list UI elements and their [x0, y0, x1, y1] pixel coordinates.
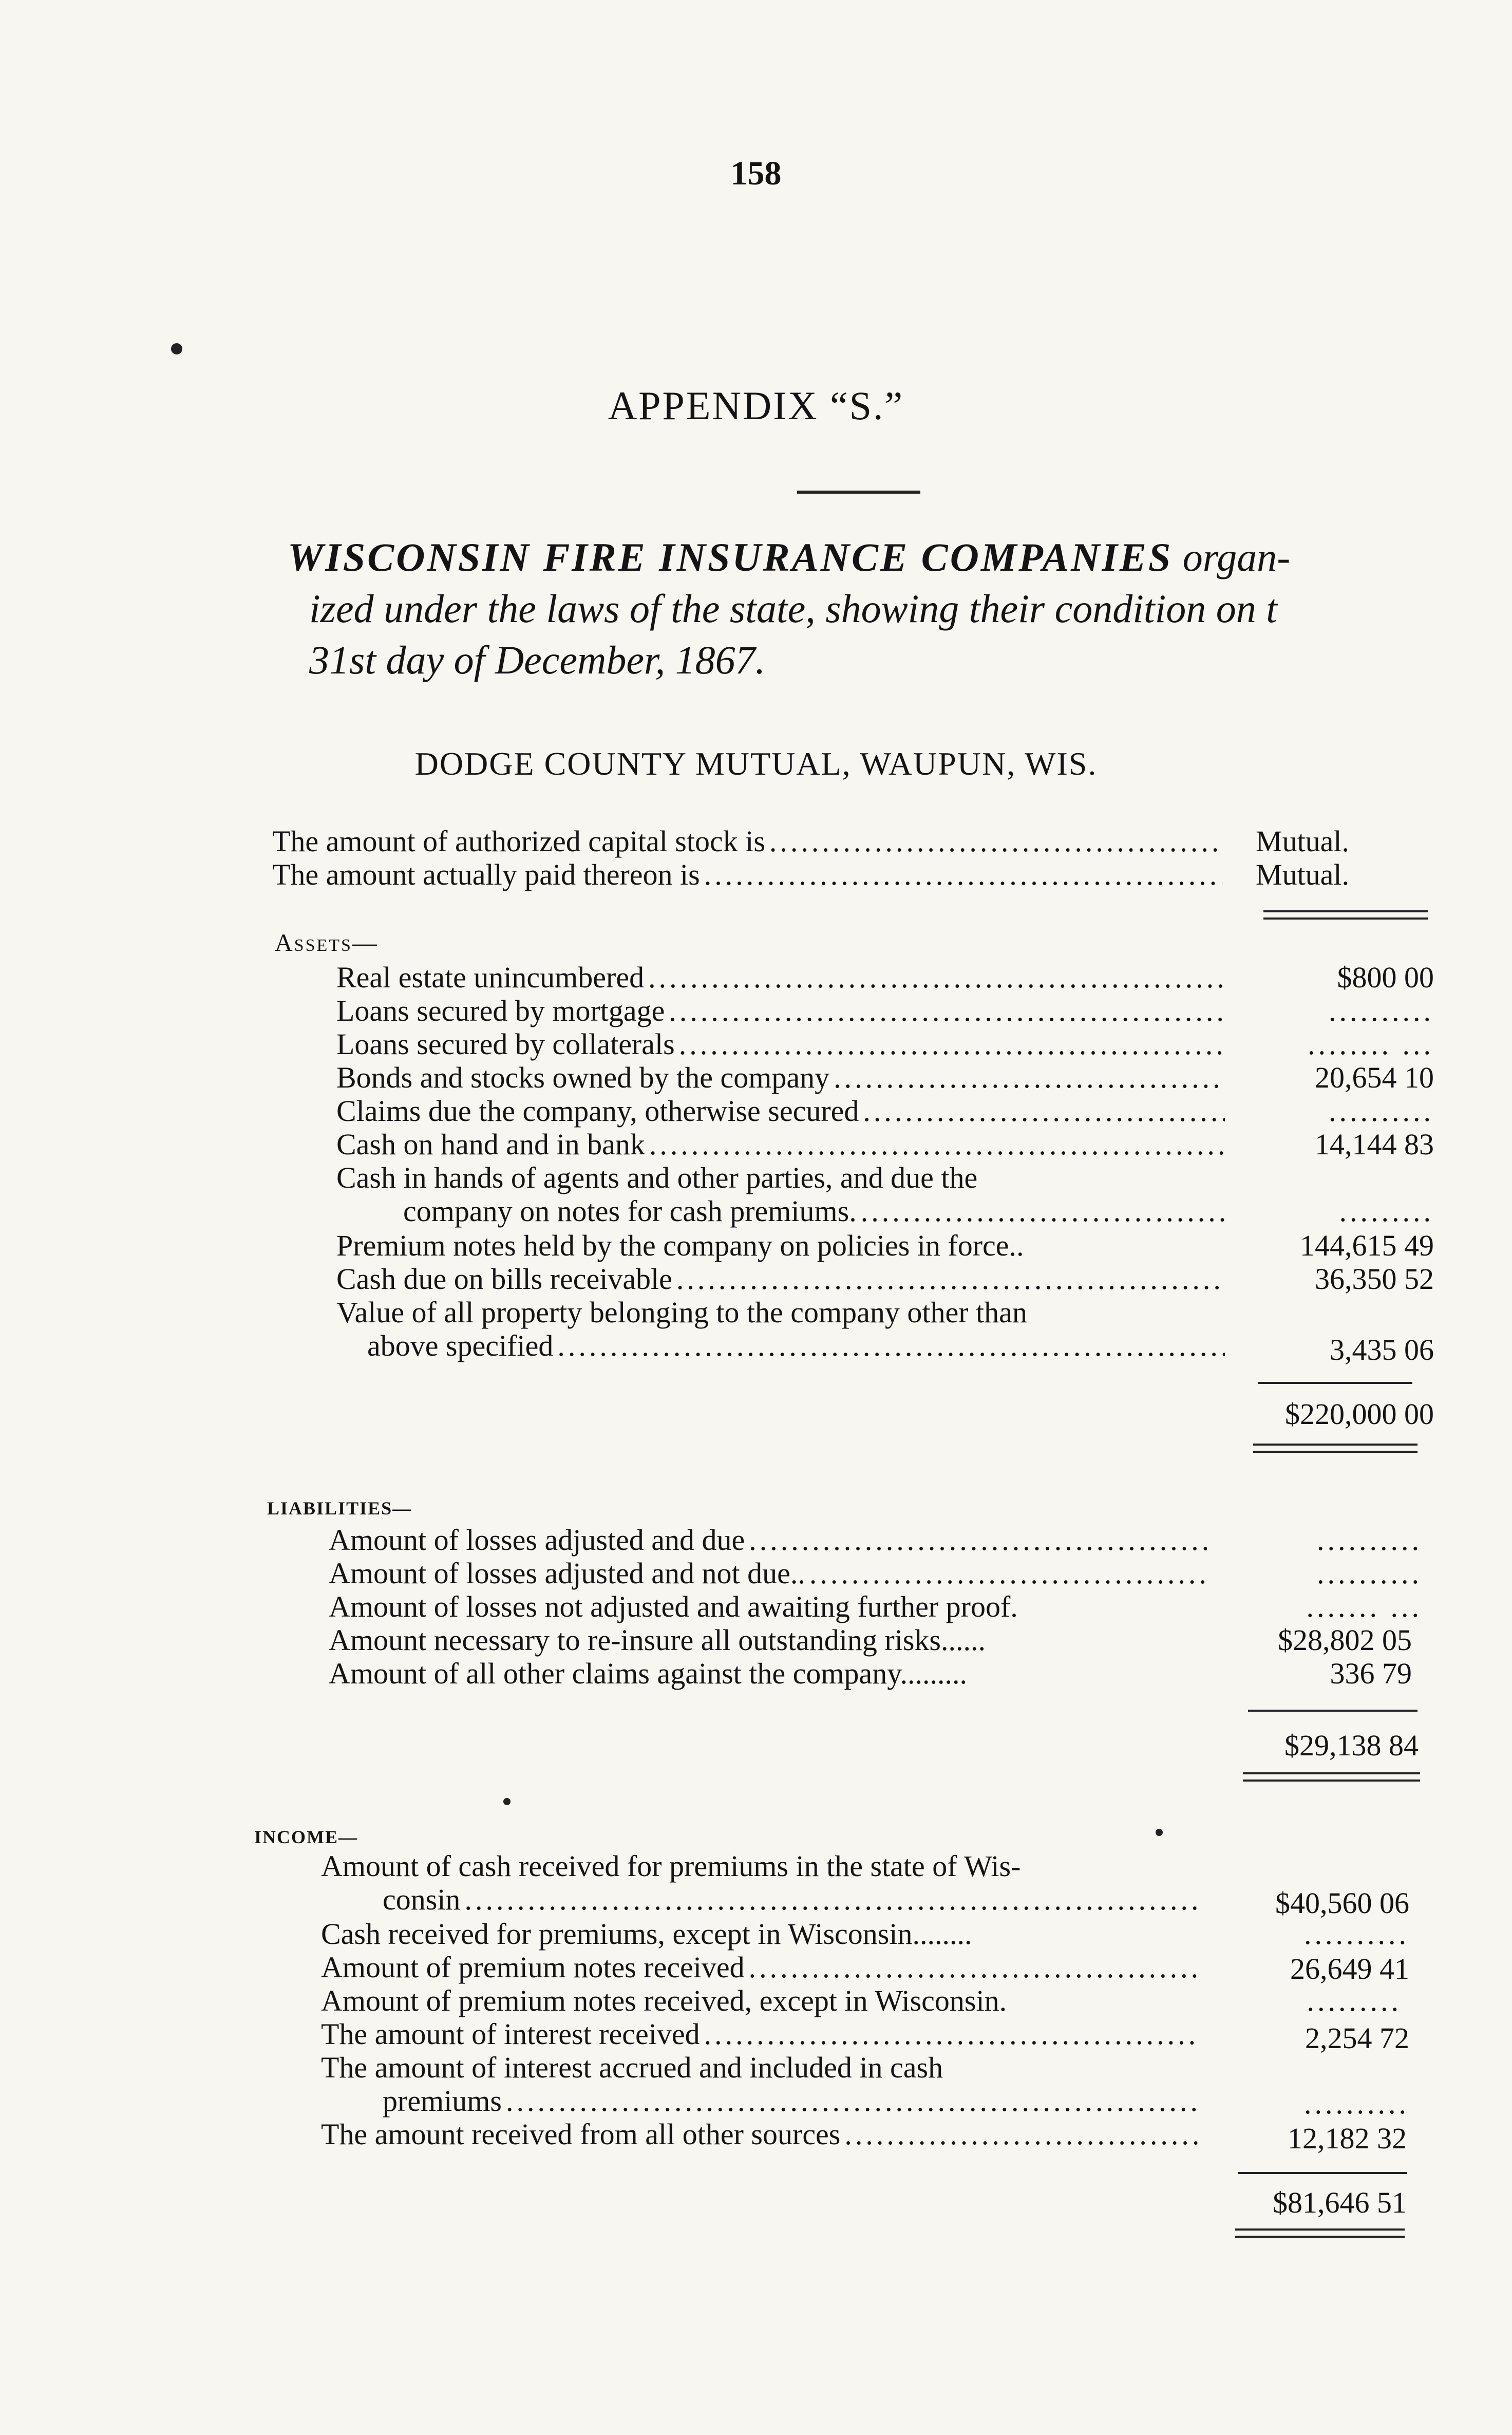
double-rule	[1235, 2228, 1405, 2231]
row-label-continued: consin	[383, 1883, 461, 1916]
row-label: The amount of authorized capital stock is	[272, 825, 765, 858]
assets-value: .........	[1339, 1194, 1434, 1228]
liabilities-row-label: Amount necessary to re-insure all outstanding risks......	[329, 1623, 986, 1657]
income-row-label: Amount of premium notes received, except in Wisconsin.	[321, 1984, 1007, 2017]
title-continuation: organ-	[1182, 535, 1291, 579]
row-label: Loans secured by mortgage	[336, 994, 665, 1027]
capital-paid-value: Mutual.	[1256, 858, 1350, 891]
assets-value: 3,435 06	[1330, 1333, 1434, 1366]
leader-dots	[834, 1061, 1225, 1095]
double-rule	[1235, 2236, 1405, 2238]
assets-value: $800 00	[1337, 961, 1434, 994]
liabilities-value: $28,802 05	[1278, 1623, 1412, 1657]
sum-rule	[1248, 1710, 1418, 1712]
capital-paid-row	[272, 858, 1222, 892]
row-label-continued: premiums	[383, 2084, 502, 2118]
row-label: Cash on hand and in bank	[336, 1128, 645, 1161]
income-row	[383, 2084, 1199, 2118]
assets-heading: Assets—	[275, 929, 379, 957]
row-label: Amount of losses adjusted and not due..	[329, 1557, 805, 1590]
liabilities-row	[329, 1557, 1207, 1590]
income-value: .........	[1307, 1984, 1402, 2017]
leader-dots	[649, 1128, 1225, 1162]
assets-row	[336, 1262, 1225, 1296]
capital-authorized-row	[272, 825, 1222, 858]
income-row	[321, 2017, 1199, 2051]
assets-total: $220,000 00	[1285, 1397, 1434, 1431]
assets-value: 20,654 10	[1315, 1061, 1434, 1094]
leader-dots	[769, 825, 1222, 858]
row-label: Cash due on bills receivable	[336, 1262, 672, 1296]
liabilities-value: ..........	[1317, 1523, 1422, 1557]
assets-value: ........ ...	[1308, 1027, 1434, 1061]
leader-dots	[704, 858, 1222, 892]
liabilities-value: ....... ...	[1306, 1590, 1422, 1623]
leader-dots	[749, 1951, 1199, 1984]
income-value: ..........	[1304, 2087, 1409, 2120]
leader-dots	[676, 1262, 1225, 1296]
assets-row	[336, 961, 1225, 995]
income-row	[321, 1951, 1199, 1984]
leader-dots	[679, 1027, 1225, 1061]
leader-dots	[669, 994, 1225, 1028]
income-row	[321, 2118, 1199, 2151]
income-value: 26,649 41	[1290, 1952, 1409, 1986]
row-label: The amount of interest received	[321, 2017, 700, 2051]
leader-dots	[861, 1194, 1225, 1228]
leader-dots	[648, 961, 1225, 995]
income-row-label: Cash received for premiums, except in Wisconsin........	[321, 1917, 972, 1951]
page-number: 158	[730, 155, 782, 192]
assets-value: 36,350 52	[1315, 1262, 1434, 1296]
stray-print-mark	[1156, 1829, 1163, 1836]
row-label-continued: above specified	[367, 1329, 554, 1362]
income-row-label: Amount of cash received for premiums in the state of Wis-	[321, 1849, 1021, 1883]
liabilities-row	[329, 1523, 1207, 1557]
row-label: The amount actually paid thereon is	[272, 858, 700, 891]
row-label: Loans secured by collaterals	[336, 1027, 675, 1061]
heading-rule	[797, 491, 920, 494]
row-label: Bonds and stocks owned by the company	[336, 1061, 830, 1094]
capital-authorized-value: Mutual.	[1256, 825, 1350, 858]
income-value: ..........	[1304, 1917, 1409, 1951]
income-value: $40,560 06	[1275, 1886, 1409, 1920]
double-rule	[1243, 1780, 1420, 1782]
income-value: 12,182 32	[1288, 2122, 1407, 2155]
liabilities-heading: LIABILITIES—	[267, 1498, 412, 1519]
leader-dots	[844, 2118, 1199, 2151]
row-label: Claims due the company, otherwise secured	[336, 1094, 859, 1128]
double-rule	[1253, 1451, 1418, 1453]
title-line-1	[288, 532, 1489, 583]
liabilities-value: 336 79	[1330, 1657, 1412, 1690]
assets-row-label: Value of all property belonging to the company other than	[336, 1296, 1027, 1329]
leader-dots	[464, 1883, 1199, 1917]
company-heading: DODGE COUNTY MUTUAL, WAUPUN, WIS.	[414, 745, 1098, 782]
document-title	[288, 532, 1489, 686]
stray-print-mark	[503, 1798, 511, 1805]
leader-dots	[704, 2017, 1199, 2051]
double-rule	[1243, 1772, 1420, 1774]
assets-row	[336, 1094, 1225, 1128]
income-row-label: The amount of interest accrued and included in cash	[321, 2051, 943, 2084]
row-label-continued: company on notes for cash premiums.	[403, 1194, 857, 1228]
assets-value: ..........	[1329, 1094, 1434, 1128]
assets-value: 14,144 83	[1315, 1128, 1434, 1161]
sum-rule	[1258, 1382, 1412, 1384]
leader-dots	[506, 2084, 1199, 2118]
liabilities-row-label: Amount of losses not adjusted and awaiting further proof.	[329, 1590, 1018, 1623]
double-rule	[1263, 910, 1428, 912]
assets-row	[367, 1329, 1225, 1363]
sum-rule	[1238, 2172, 1407, 2174]
row-label: Amount of losses adjusted and due	[329, 1523, 745, 1557]
leader-dots	[809, 1557, 1207, 1590]
assets-row-label: Premium notes held by the company on policies in force..	[336, 1229, 1024, 1262]
double-rule	[1253, 1444, 1418, 1446]
row-label: Real estate unincumbered	[336, 961, 645, 994]
income-heading: INCOME—	[254, 1827, 358, 1847]
income-value: 2,254 72	[1305, 2021, 1409, 2055]
assets-row-label: Cash in hands of agents and other parties, and due the	[336, 1161, 978, 1194]
appendix-heading: APPENDIX “S.”	[608, 383, 904, 428]
leader-dots	[863, 1094, 1225, 1128]
leader-dots	[557, 1329, 1225, 1363]
row-label: Amount of premium notes received	[321, 1951, 745, 1984]
liabilities-row-label: Amount of all other claims against the company.........	[329, 1657, 967, 1690]
assets-row	[336, 994, 1225, 1028]
assets-row	[336, 1128, 1225, 1162]
assets-value: 144,615 49	[1300, 1229, 1434, 1262]
assets-row	[336, 1061, 1225, 1095]
income-total: $81,646 51	[1273, 2186, 1407, 2219]
title-caps: WISCONSIN FIRE INSURANCE COMPANIES	[288, 535, 1173, 579]
title-line-2: ized under the laws of the state, showing their condition on t	[309, 586, 1277, 631]
income-row	[383, 1883, 1199, 1917]
double-rule	[1263, 917, 1428, 920]
liabilities-total: $29,138 84	[1284, 1729, 1419, 1762]
leader-dots	[749, 1523, 1207, 1557]
assets-row	[403, 1194, 1225, 1228]
row-label: The amount received from all other sources	[321, 2118, 841, 2151]
assets-row	[336, 1027, 1225, 1061]
title-line-3: 31st day of December, 1867.	[309, 638, 766, 682]
liabilities-value: ..........	[1317, 1557, 1422, 1590]
assets-value: ..........	[1329, 994, 1434, 1027]
stray-print-mark	[171, 343, 182, 354]
